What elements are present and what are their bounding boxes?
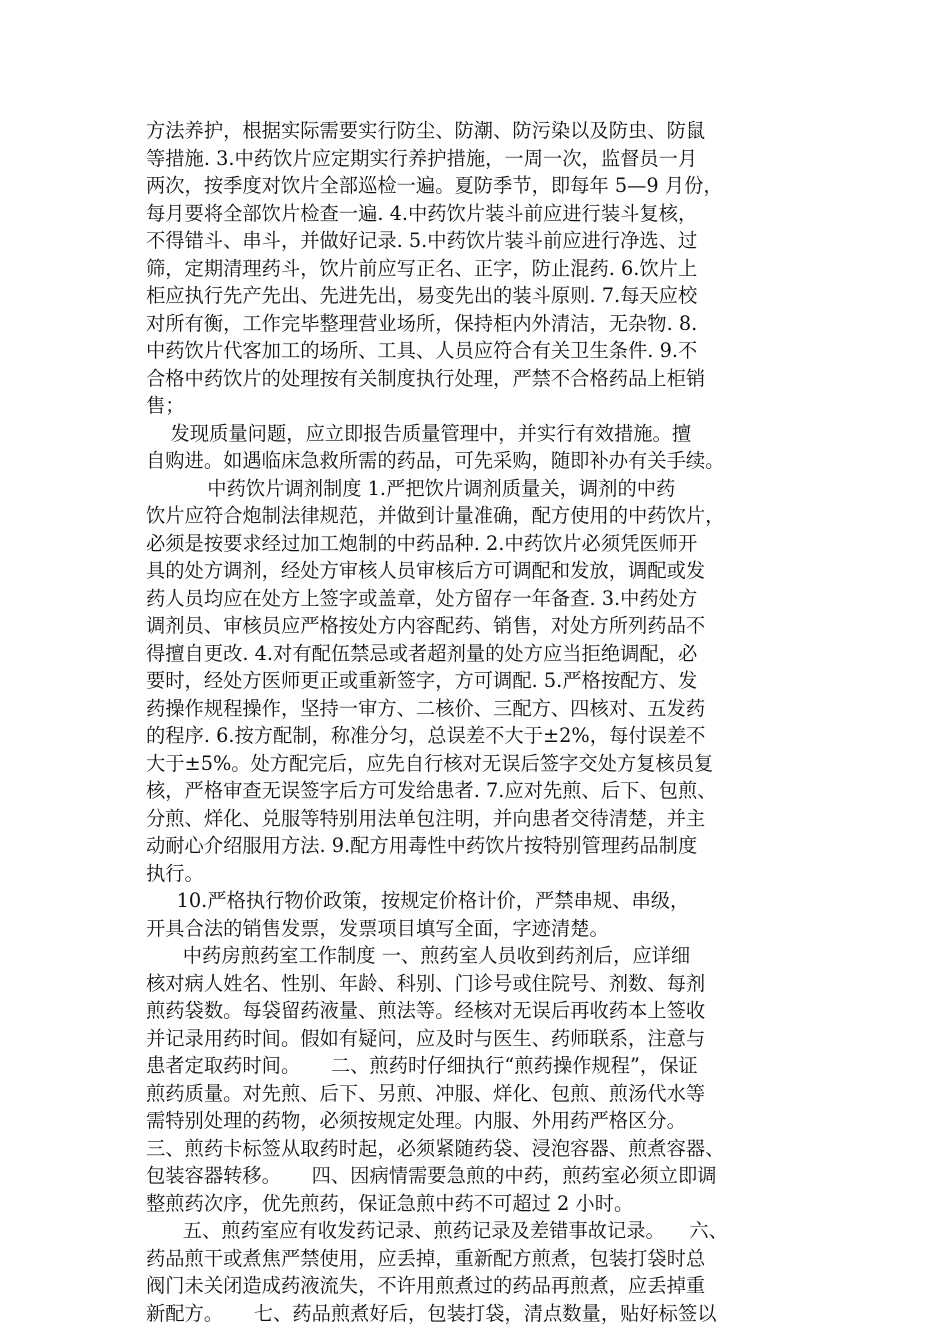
text-line: 包装容器转移。 四、因病情需要急煎的中药，煎药室必须立即调 [146,1164,717,1187]
text-line: 要时，经处方医师更正或重新签字，方可调配. 5.严格按配方、发 [146,669,698,692]
text-line: 三、煎药卡标签从取药时起，必须紧随药袋、浸泡容器、煎煮容器、 [146,1136,725,1160]
text-line: 分煎、烊化、兑服等特别用法单包注明，并向患者交待清楚，并主 [146,806,706,830]
text-line: 中药饮片调剂制度 1.严把饮片调剂质量关，调剂的中药 [146,476,676,500]
text-line: 整煎药次序，优先煎药，保证急煎中药不可超过 2 小时。 [146,1191,634,1215]
text-line: 每月要将全部饮片检查一遍. 4.中药饮片装斗前应进行装斗复核， [146,201,698,225]
text-line: 自购进。如遇临床急救所需的药品，可先采购，随即补办有关手续。 [146,449,725,472]
text-line: 等措施. 3.中药饮片应定期实行养护措施，一周一次，监督员一月 [146,146,698,170]
text-line: 煎药质量。对先煎、后下、另煎、冲服、烊化、包煎、煎汤代水等 [146,1081,706,1105]
text-line: 发现质量问题，应立即报告质量管理中，并实行有效措施。擅 [146,421,692,445]
text-line: 的程序. 6.按方配制，称准分匀，总误差不大于±2%，每付误差不 [146,724,706,747]
text-line: 饮片应符合炮制法律规范，并做到计量准确，配方使用的中药饮片， [146,504,725,527]
document-page [146,117,818,1327]
text-line: 新配方。 七、药品煎煮好后，包装打袋，清点数量，贴好标签以 [146,1301,717,1325]
text-line: 方法养护，根据实际需要实行防尘、防潮、防污染以及防虫、防鼠 [146,119,706,142]
text-line: 药品煎干或煮焦严禁使用，应丢掉，重新配方煎煮，包装打袋时总 [146,1246,706,1270]
text-line: 五、煎药室应有收发药记录、煎药记录及差错事故记录。 六、 [146,1219,728,1242]
text-line: 煎药袋数。每袋留药液量、煎法等。经核对无误后再收药本上签收 [146,999,706,1022]
text-line: 10.严格执行物价政策，按规定价格计价，严禁串规、串级， [146,889,690,912]
text-line: 调剂员、审核员应严格按处方内容配药、销售，对处方所列药品不 [146,614,706,637]
text-line: 具的处方调剂，经处方审核人员审核后方可调配和发放，调配或发 [146,559,706,582]
text-line: 动耐心介绍服用方法. 9.配方用毒性中药饮片按特别管理药品制度 [146,834,698,857]
text-line: 售； [146,394,185,417]
text-line: 药人员均应在处方上签字或盖章，处方留存一年备查. 3.中药处方 [146,586,698,610]
text-line: 必须是按要求经过加工炮制的中药品种. 2.中药饮片必须凭医师开 [146,531,698,555]
text-line: 筛，定期清理药斗，饮片前应写正名、正字，防止混药. 6.饮片上 [146,256,698,280]
text-line: 得擅自更改. 4.对有配伍禁忌或者超剂量的处方应当拒绝调配，必 [146,641,698,665]
text-line: 需特别处理的药物，必须按规定处理。内服、外用药严格区分。 [146,1109,686,1132]
text-line: 核，严格审查无误签字后方可发给患者. 7.应对先煎、后下、包煎、 [146,779,717,802]
text-line: 柜应执行先产先出、先进先出，易变先出的装斗原则. 7.每天应校 [146,284,698,307]
text-line: 大于±5%。处方配完后，应先自行核对无误后签字交处方复核员复 [146,751,714,775]
text-line: 对所有衡，工作完毕整理营业场所，保持柜内外清洁，无杂物. 8. [146,311,698,335]
text-line: 中药饮片代客加工的场所、工具、人员应符合有关卫生条件. 9.不 [146,339,698,362]
text-line: 阀门未关闭造成药液流失，不许用煎煮过的药品再煎煮，应丢掉重 [146,1274,706,1297]
text-line: 核对病人姓名、性别、年龄、科别、门诊号或住院号、剂数、每剂 [146,971,706,995]
text-line: 执行。 [146,861,204,885]
text-line: 合格中药饮片的处理按有关制度执行处理，严禁不合格药品上柜销 [146,366,706,390]
text-line: 并记录用药时间。假如有疑问，应及时与医生、药师联系，注意与 [146,1026,706,1050]
text-line: 中药房煎药室工作制度 一、煎药室人员收到药剂后，应详细 [146,944,691,967]
text-line: 不得错斗、串斗，并做好记录. 5.中药饮片装斗前应进行净选、过 [146,229,698,252]
text-line: 两次，按季度对饮片全部巡检一遍。夏防季节，即每年 5—9 月份， [146,174,723,197]
text-line: 开具合法的销售发票，发票项目填写全面，字迹清楚。 [146,916,609,940]
text-line: 患者定取药时间。 二、煎药时仔细执行“煎药操作规程”，保证 [146,1054,698,1077]
text-line: 药操作规程操作，坚持一审方、二核价、三配方、四核对、五发药 [146,696,706,720]
